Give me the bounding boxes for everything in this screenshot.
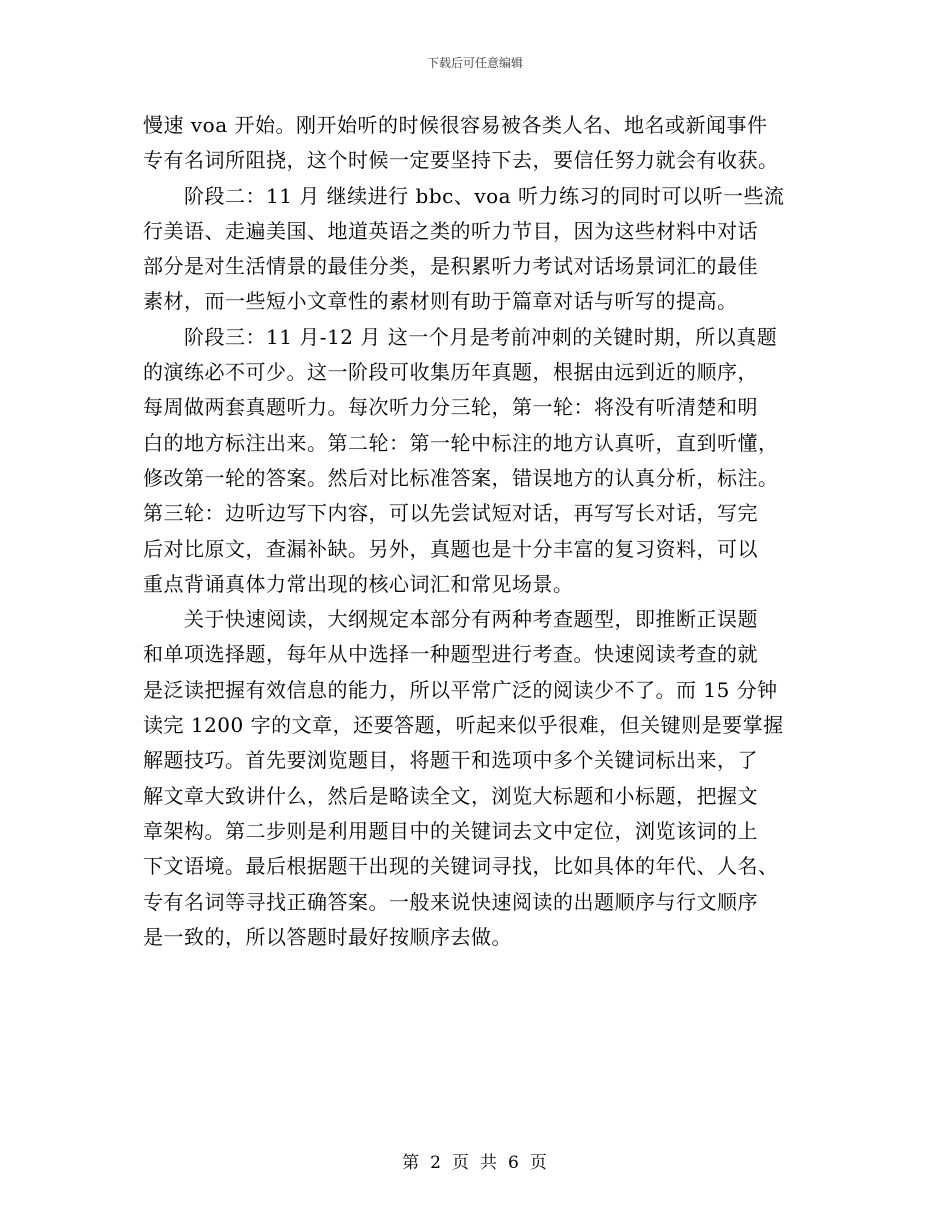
- document-body: [143, 108, 803, 955]
- text-line: 的演练必不可少。这一阶段可收集历年真题，根据由远到近的顺序，: [143, 360, 758, 385]
- paragraph-start-line: 关于快速阅读，大纲规定本部分有两种考查题型，即推断正误题: [184, 607, 758, 632]
- text-line: 后对比原文，查漏补缺。另外，真题也是十分丰富的复习资料，可以: [143, 536, 758, 561]
- text-line: 读完 1200 字的文章，还要答题，听起来似乎很难，但关键则是要掌握: [143, 713, 784, 738]
- text-line: 专有名词所阻挠，这个时候一定要坚持下去，要信任努力就会有收获。: [143, 148, 779, 173]
- text-line: 专有名词等寻找正确答案。一般来说快速阅读的出题顺序与行文顺序: [143, 889, 758, 914]
- footer-ye2: 页: [529, 1153, 548, 1173]
- paragraph-start-line: 阶段三：11 月-12 月 这一个月是考前冲刺的关键时期，所以真题: [184, 324, 778, 349]
- footer-ye: 页: [452, 1153, 470, 1173]
- text-line: 章架构。第二步则是利用题目中的关键词去文中定位，浏览该词的上: [143, 818, 758, 843]
- text-line: 解文章大致讲什么，然后是略读全文，浏览大标题和小标题，把握文: [143, 783, 758, 808]
- page-footer: [0, 1148, 950, 1173]
- text-line: 白的地方标注出来。第二轮：第一轮中标注的地方认真听，直到听懂，: [143, 430, 779, 455]
- text-line: 重点背诵真体力常出现的核心词汇和常见场景。: [143, 571, 574, 596]
- text-line: 下文语境。最后根据题干出现的关键词寻找，比如具体的年代、人名、: [143, 854, 779, 879]
- text-line: 慢速 voa 开始。刚开始听的时候很容易被各类人名、地名或新闻事件: [143, 113, 768, 137]
- text-line: 第三轮：边听边写下内容，可以先尝试短对话，再写写长对话，写完: [143, 501, 758, 526]
- footer-gong: 共: [480, 1153, 498, 1173]
- page-header: 下载后可任意编辑: [426, 56, 523, 70]
- text-line: 是泛读把握有效信息的能力，所以平常广泛的阅读少不了。而 15 分钟: [143, 677, 778, 702]
- text-line: 是一致的，所以答题时最好按顺序去做。: [143, 924, 512, 949]
- total-pages-number: 6: [508, 1153, 520, 1173]
- text-line: 解题技巧。首先要浏览题目，将题干和选项中多个关键词标出来，了: [143, 748, 758, 773]
- text-line: 部分是对生活情景的最佳分类，是积累听力考试对话场景词汇的最佳: [143, 254, 758, 279]
- text-line: 每周做两套真题听力。每次听力分三轮，第一轮：将没有听清楚和明: [143, 395, 758, 420]
- text-line: 和单项选择题，每年从中选择一种题型进行考查。快速阅读考查的就: [143, 642, 758, 667]
- text-line: 素材，而一些短小文章性的素材则有助于篇章对话与听写的提高。: [143, 289, 738, 314]
- paragraph-start-line: 阶段二：11 月 继续进行 bbc、voa 听力练习的同时可以听一些流: [184, 183, 785, 208]
- footer-di: 第: [402, 1153, 421, 1173]
- text-line: 行美语、走遍美国、地道英语之类的听力节目，因为这些材料中对话: [143, 218, 758, 243]
- text-line: 修改第一轮的答案。然后对比标准答案，错误地方的认真分析，标注。: [143, 465, 779, 490]
- current-page-number: 2: [430, 1153, 442, 1173]
